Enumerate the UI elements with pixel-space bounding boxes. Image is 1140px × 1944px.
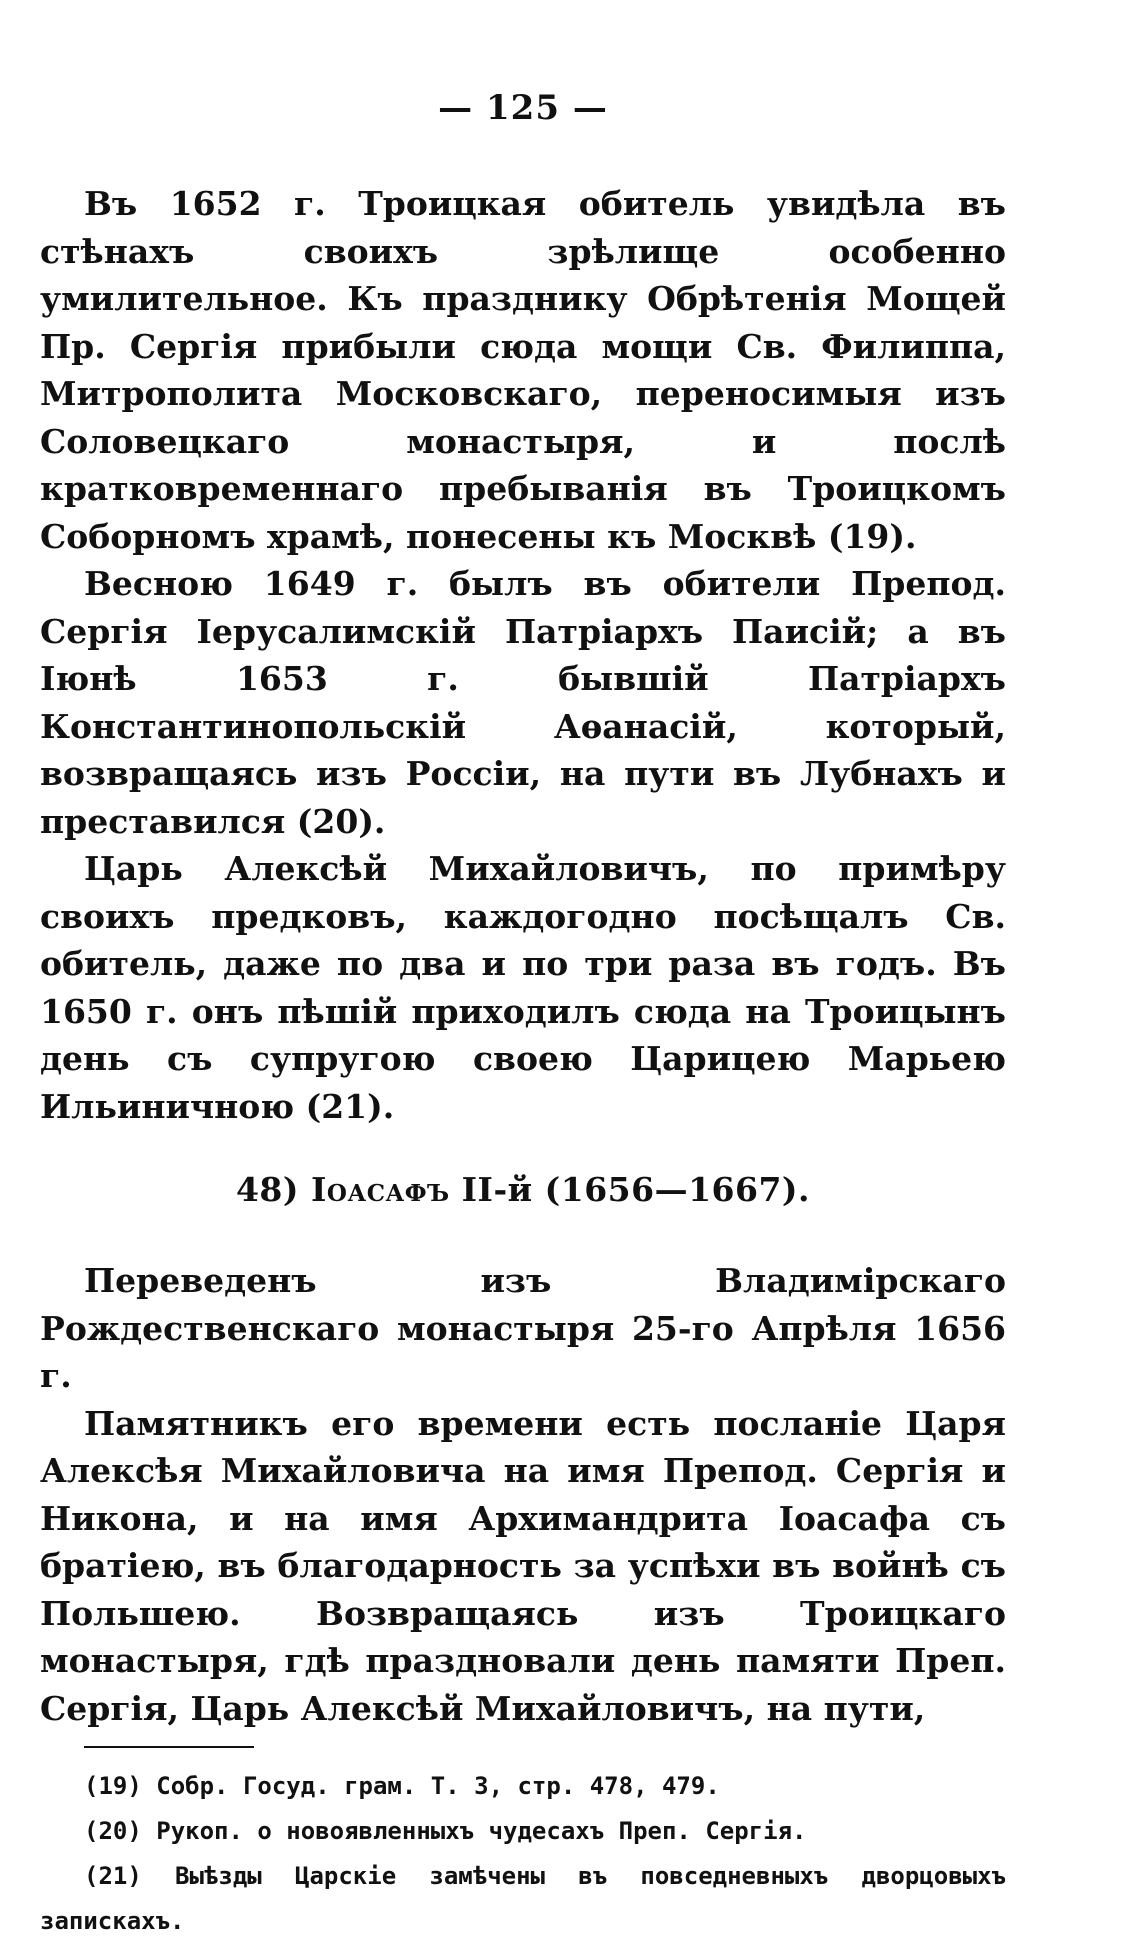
footnote: (21) Выѣзды Царскіе замѣчены въ повседневныхъ дворцовыхъ запискахъ. bbox=[40, 1862, 1006, 1935]
footnote: (20) Рукоп. о новоявленныхъ чудесахъ Преп. Сергія. bbox=[84, 1817, 807, 1845]
paragraph: Въ 1652 г. Троицкая обитель увидѣла въ стѣнахъ своихъ зрѣлище особенно умилительное. Къ празднику Обрѣтенія Мощей Пр. Сергія прибыли сюда мощи Св. Филиппа, Митрополита Московскаго, переносимыя изъ Соловецкаго монастыря, и послѣ кратковременнаго пребыванія въ Троицкомъ Соборномъ храмѣ, понесены къ Москвѣ (19). bbox=[40, 184, 1006, 556]
page-number: — 125 — bbox=[438, 88, 608, 128]
section-heading bbox=[40, 1170, 1006, 1209]
paragraph: Царь Алексѣй Михайловичъ, по примѣру своихъ предковъ, каждогодно посѣщалъ Св. обитель, даже по два и по три раза въ годъ. Въ 1650 г. онъ пѣшій приходилъ сюда на Троицынъ день съ супругою своею Царицею Марьею Ильиничною (21). bbox=[40, 849, 1006, 1126]
section-ordinal: ІІ-й bbox=[461, 1170, 533, 1209]
paragraph: Весною 1649 г. былъ въ обители Препод. Сергія Іерусалимскій Патріархъ Паисій; а въ Іюнѣ 1653 г. бывшій Патріархъ Константинопольскій Аѳанасій, который, возвращаясь изъ Россіи, на пути въ Лубнахъ и преставился (20). bbox=[40, 564, 1006, 841]
footnote: (19) Собр. Госуд. грам. Т. 3, стр. 478, 479. bbox=[84, 1772, 720, 1800]
section-name: Іоасафъ bbox=[311, 1170, 450, 1209]
section-years: (1656—1667). bbox=[544, 1170, 811, 1209]
paragraph: Переведенъ изъ Владимірскаго Рождественскаго монастыря 25-го Апрѣля 1656 г. bbox=[40, 1261, 1006, 1395]
book-page bbox=[40, 88, 1006, 1944]
section-number: 48) bbox=[235, 1170, 299, 1209]
footnote-divider bbox=[84, 1746, 254, 1748]
paragraph: Памятникъ его времени есть посланіе Царя Алексѣя Михайловича на имя Препод. Сергія и Никона, и на имя Архимандрита Іоасафа съ братіею, въ благодарность за успѣхи въ войнѣ съ Польшею. Возвращаясь изъ Троицкаго монастыря, гдѣ праздновали день памяти Преп. Сергія, Царь Алексѣй Михайловичъ, на пути, bbox=[40, 1403, 1006, 1728]
